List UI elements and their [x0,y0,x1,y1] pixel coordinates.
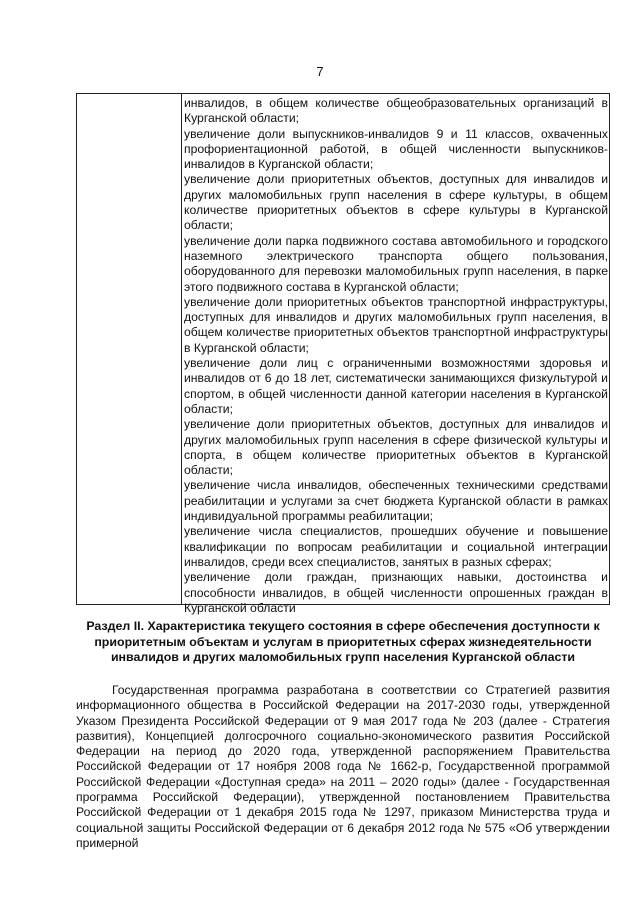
indicators-cell [184,96,608,616]
indicators-table [76,93,610,615]
indicator-item: увеличение доли приоритетных объектов, доступных для инвалидов и других маломобильных групп населения в сфере культуры, в общем количестве приоритетных объектов в сфере культуры в Курганской области; [184,172,608,233]
indicator-item: увеличение доли парка подвижного состава автомобильного и городского наземного электрического транспорта общего пользования, оборудованного для перевозки маломобильных групп населения, в парке этого подвижного состава в Курганской области; [184,233,608,294]
section-heading: Раздел II. Характеристика текущего состояния в сфере обеспечения доступности к приоритетным объектам и услугам в приоритетных сферах жизнедеятельности инвалидов и других маломобильных групп населения Курганской области [86,619,600,664]
body-paragraph: Государственная программа разработана в соответствии со Стратегией развития информационного общества в Российской Федерации на 2017-2030 годы, утвержденной Указом Президента Российской Федерации от 9 мая 2017 года № 203 (далее - Стратегия развития), Концепцией долгосрочного социально-экономического развития Российской Федерации на период до 2020 года, утвержденной распоряжением Правительства Российской Федерации от 17 ноября 2008 года № 1662-р, Государственной программой Российской Федерации «Доступная среда» на 2011 – 2020 годы» (далее - Государственная программа Российской Федерации), утвержденной постановлением Правительства Российской Федерации от 1 декабря 2015 года № 1297, приказом Министерства труда и социальной защиты Российской Федерации от 6 декабря 2012 года № 575 «Об утверждении примерной [76,683,610,850]
indicator-item: увеличение доли выпускников-инвалидов 9 и 11 классов, охваченных профориентационной работой, в общей численности выпускников-инвалидов в Курганской области; [184,126,608,172]
indicator-item: инвалидов, в общем количестве общеобразовательных организаций в Курганской области; [184,96,608,126]
indicator-item: увеличение доли лиц с ограниченными возможностями здоровья и инвалидов от 6 до 18 лет, систематически занимающихся физкультурой и спортом, в общей численности данной категории населения в Курганской области; [184,356,608,416]
indicator-item: увеличение доли приоритетных объектов транспортной инфраструктуры, доступных для инвалидов и других маломобильных групп населения, в общем количестве приоритетных объектов транспортной инфраструктуры в Курганской области; [184,294,608,355]
indicator-item: увеличение доли приоритетных объектов, доступных для инвалидов и других маломобильных групп населения в сфере физической культуры и спорта, в общем количестве приоритетных объектов в Курганской области; [184,417,608,478]
section-body [76,683,610,851]
indicator-item: увеличение числа специалистов, прошедших обучение и повышение квалификации по вопросам реабилитации и социальной интеграции инвалидов, среди всех специалистов, занятых в разных сферах; [184,524,608,569]
table-column-divider [181,94,182,604]
indicator-item: увеличение числа инвалидов, обеспеченных техническими средствами реабилитации и услугами за счет бюджета Курганской области в рамках индивидуальной программы реабилитации; [184,478,608,524]
page-number: 7 [316,64,324,79]
indicator-item: увеличение доли граждан, признающих навыки, достоинства и способности инвалидов, в общей численности опрошенных граждан в Курганской области [184,570,608,615]
